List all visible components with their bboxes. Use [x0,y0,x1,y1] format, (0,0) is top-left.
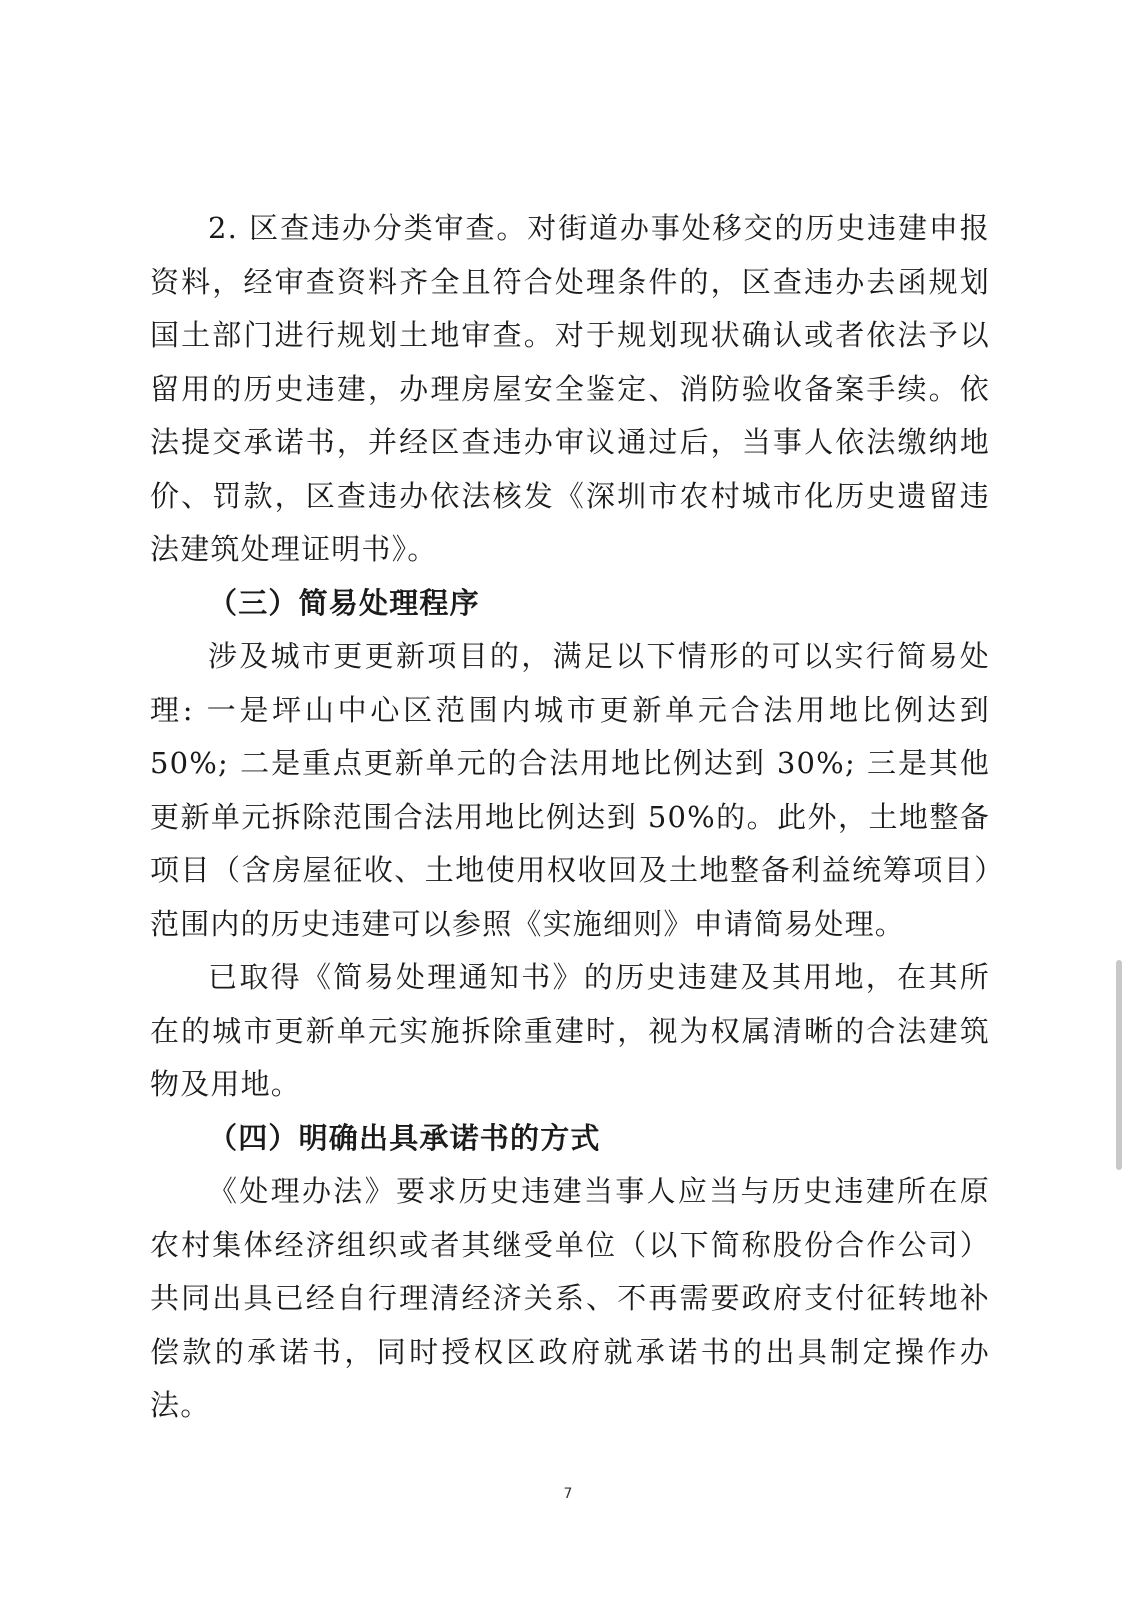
document-body [150,202,990,1433]
paragraph-district-review: 2. 区查违办分类审查。对街道办事处移交的历史违建申报资料，经审查资料齐全且符合处理条件的，区查违办去函规划国土部门进行规划土地审查。对于规划现状确认或者依法予以留用的历史违建，办理房屋安全鉴定、消防验收备案手续。依法提交承诺书，并经区查违办审议通过后，当事人依法缴纳地价、罚款，区查违办依法核发《深圳市农村城市化历史遗留违法建筑处理证明书》。 [150,211,990,566]
section-heading-commitment-letter: （四）明确出具承诺书的方式 [208,1120,601,1155]
paragraph-simple-notice: 已取得《简易处理通知书》的历史违建及其用地，在其所在的城市更新单元实施拆除重建时，视为权属清晰的合法建筑物及用地。 [150,960,990,1101]
vertical-scrollbar[interactable] [1116,960,1122,1170]
page-number: 7 [563,1486,573,1502]
paragraph-commitment-letter: 《处理办法》要求历史违建当事人应当与历史违建所在原农村集体经济组织或者其继受单位（以下简称股份合作公司）共同出具已经自行理清经济关系、不再需要政府支付征转地补偿款的承诺书，同时授权区政府就承诺书的出具制定操作办法。 [150,1174,990,1422]
section-heading-simple-procedure: （三）简易处理程序 [208,585,480,620]
paragraph-simple-procedure-conditions: 涉及城市更更新项目的，满足以下情形的可以实行简易处理: 一是坪山中心区范围内城市更新单元合法用地比例达到 50%; 二是重点更新单元的合法用地比例达到 30%; 三是其他更新单元拆除范围合法用地比例达到 50%的。此外，土地整备项目（含房屋征收、土地使用权收回及土地整备利益统筹项目）范围内的历史违建可以参照《实施细则》申请简易处理。 [150,639,990,941]
